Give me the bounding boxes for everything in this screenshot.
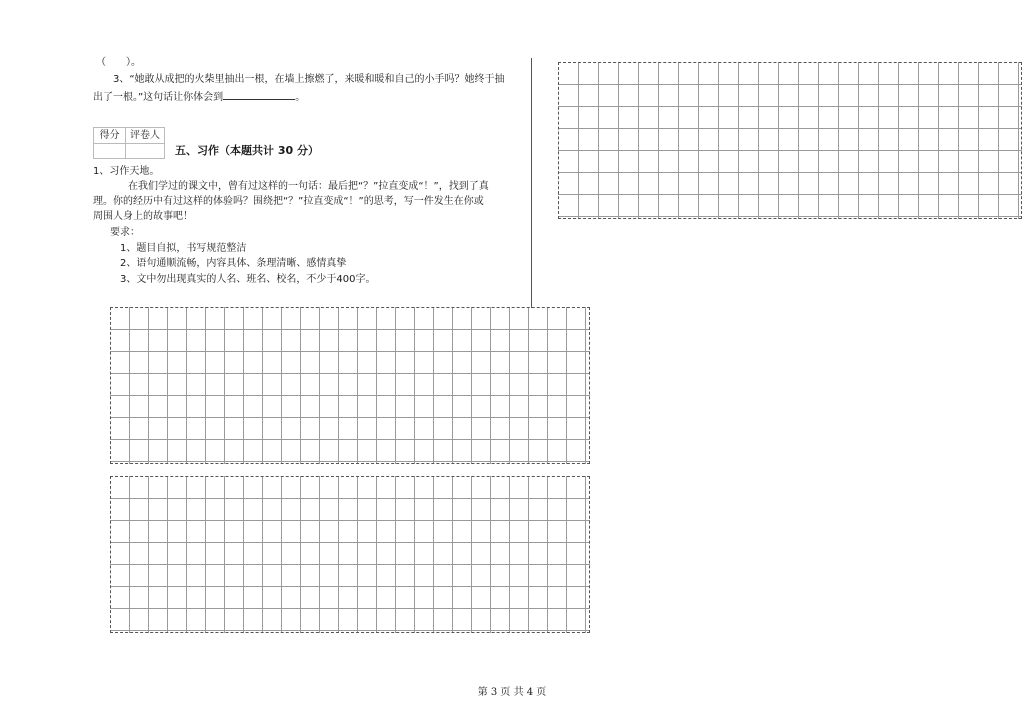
column-divider (531, 58, 532, 308)
page-footer: 第 3 页 共 4 页 (477, 687, 547, 698)
essay-item-heading: 1、习作天地。 (93, 166, 160, 177)
essay-prompt-line-3: 周围人身上的故事吧！ (93, 211, 193, 222)
question-3-line-1: 3、“她敢从成把的火柴里抽出一根，在墙上擦燃了，来暖和暖和自己的小手吗？她终于抽 (113, 74, 505, 85)
score-box-divider (125, 143, 126, 158)
section-title: 五、习作（本题共计 30 分） (175, 144, 319, 157)
answer-blank[interactable] (223, 89, 295, 100)
requirements-label: 要求： (110, 227, 140, 238)
question-3-end: 。 (295, 92, 306, 103)
writing-grid-left-lower[interactable] (110, 476, 590, 633)
question-3-line-2 (93, 89, 305, 104)
essay-prompt-line-2: 理。你的经历中有过这样的体验吗？围绕把“？”拉直变成“！”的思考，写一件发生在你或 (93, 196, 484, 207)
question-3-text: 出了一根。”这句话让你体会到 (93, 92, 224, 103)
score-box (93, 127, 165, 159)
writing-grid-left-upper[interactable] (110, 307, 590, 464)
requirement-1: 1、题目自拟，书写规范整洁 (120, 243, 247, 254)
requirement-2: 2、语句通顺流畅，内容具体、条理清晰、感情真挚 (120, 258, 347, 269)
requirement-3: 3、文中勿出现真实的人名、班名、校名，不少于400字。 (120, 274, 376, 285)
score-label: 得分 (94, 128, 126, 144)
grader-label: 评卷人 (126, 128, 164, 144)
essay-prompt-line-1: 在我们学过的课文中，曾有过这样的一句话：最后把“？”拉直变成“！”，找到了真 (128, 181, 489, 192)
writing-grid-right-top[interactable] (558, 62, 1022, 219)
answer-paren-line: （ ）。 (96, 57, 141, 68)
